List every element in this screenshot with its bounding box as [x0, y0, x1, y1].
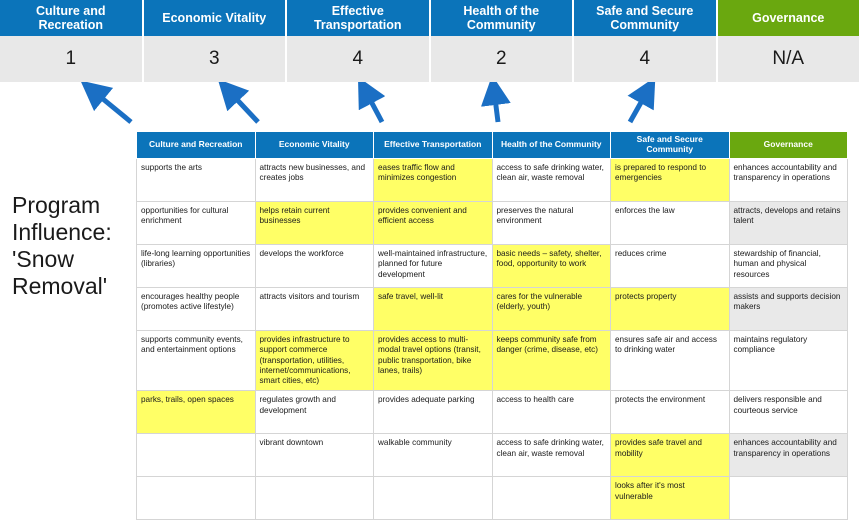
matrix-cell: helps retain current businesses — [255, 202, 374, 245]
matrix-cell: opportunities for cultural enrichment — [137, 202, 256, 245]
matrix-cell: regulates growth and development — [255, 391, 374, 434]
scorecard-header-label: Economic Vitality — [162, 11, 266, 25]
matrix-cell — [137, 477, 256, 520]
matrix-cell: protects the environment — [611, 391, 730, 434]
matrix-cell: eases traffic flow and minimizes congestion — [374, 159, 493, 202]
table-row — [137, 202, 848, 245]
matrix-cell: enhances accountability and transparency in operations — [729, 159, 848, 202]
matrix-cell: maintains regulatory compliance — [729, 331, 848, 391]
caption-line-2: Influence: — [12, 219, 132, 246]
matrix-cell: provides infrastructure to support commerce (transportation, utilities, internet/communications, smart cities, etc) — [255, 331, 374, 391]
arrow-group — [0, 82, 859, 132]
matrix-cell: well-maintained infrastructure, planned for future development — [374, 245, 493, 288]
matrix-cell: keeps community safe from danger (crime, disease, etc) — [492, 331, 611, 391]
scorecard-header-effective-transportation — [287, 0, 431, 36]
score-effective-transportation: 4 — [287, 36, 431, 82]
matrix-cell: cares for the vulnerable (elderly, youth) — [492, 288, 611, 331]
matrix-cell: stewardship of financial, human and physical resources — [729, 245, 848, 288]
matrix-cell: provides safe travel and mobility — [611, 434, 730, 477]
score-governance: N/A — [718, 36, 859, 82]
matrix-cell: vibrant downtown — [255, 434, 374, 477]
matrix-col-effective-transportation: Effective Transportation — [374, 132, 493, 159]
table-row — [137, 288, 848, 331]
program-influence-caption — [12, 192, 132, 301]
matrix-cell: provides adequate parking — [374, 391, 493, 434]
upward-arrow-3 — [365, 90, 382, 122]
matrix-cell: attracts, develops and retains talent — [729, 202, 848, 245]
scorecard-score-row — [0, 36, 859, 82]
matrix-cell: provides access to multi-modal travel options (transit, public transportation, bike lanes, trails) — [374, 331, 493, 391]
table-row — [137, 391, 848, 434]
scorecard-header-governance — [718, 0, 859, 36]
upward-arrow-4 — [494, 90, 498, 122]
upward-arrow-1 — [92, 90, 131, 122]
score-safe-and-secure-community: 4 — [574, 36, 718, 82]
matrix-cell: encourages healthy people (promotes active lifestyle) — [137, 288, 256, 331]
matrix-cell: access to safe drinking water, clean air, waste removal — [492, 159, 611, 202]
scorecard-header-health-of-the-community — [431, 0, 575, 36]
scorecard-header-culture-and-recreation — [0, 0, 144, 36]
matrix-col-governance: Governance — [729, 132, 848, 159]
matrix-body — [137, 159, 848, 520]
matrix-cell: attracts new businesses, and creates jobs — [255, 159, 374, 202]
matrix-col-safe-and-secure-community: Safe and Secure Community — [611, 132, 730, 159]
caption-line-3: 'Snow — [12, 246, 132, 273]
matrix-col-culture-and-recreation: Culture and Recreation — [137, 132, 256, 159]
matrix-cell: walkable community — [374, 434, 493, 477]
matrix-cell — [492, 477, 611, 520]
matrix-cell — [729, 477, 848, 520]
scorecard-header-label: Effective Transportation — [291, 4, 425, 33]
matrix-cell: is prepared to respond to emergencies — [611, 159, 730, 202]
matrix-cell: basic needs – safety, shelter, food, opportunity to work — [492, 245, 611, 288]
caption-line-4: Removal' — [12, 273, 132, 300]
table-row — [137, 477, 848, 520]
matrix-header-row — [137, 132, 848, 159]
matrix-cell: preserves the natural environment — [492, 202, 611, 245]
matrix-cell: protects property — [611, 288, 730, 331]
scorecard-header-label: Health of the Community — [435, 4, 569, 33]
matrix-cell: life-long learning opportunities (libraries) — [137, 245, 256, 288]
scorecard-header-label: Governance — [752, 11, 824, 25]
scorecard-header-economic-vitality — [144, 0, 288, 36]
table-row — [137, 159, 848, 202]
scorecard-header-label: Culture and Recreation — [4, 4, 138, 33]
matrix-cell — [137, 434, 256, 477]
matrix-cell: access to safe drinking water, clean air, waste removal — [492, 434, 611, 477]
matrix-cell: ensures safe air and access to drinking water — [611, 331, 730, 391]
scorecard-header-label: Safe and Secure Community — [578, 4, 712, 33]
table-row — [137, 331, 848, 391]
matrix-cell: enhances accountability and transparency in operations — [729, 434, 848, 477]
matrix-cell: provides convenient and efficient access — [374, 202, 493, 245]
table-row — [137, 245, 848, 288]
matrix-cell: supports the arts — [137, 159, 256, 202]
score-economic-vitality: 3 — [144, 36, 288, 82]
matrix-col-health-of-the-community: Health of the Community — [492, 132, 611, 159]
influence-matrix — [136, 131, 848, 520]
strategic-priorities-scorecard — [0, 0, 859, 82]
matrix-cell: reduces crime — [611, 245, 730, 288]
matrix-cell — [374, 477, 493, 520]
upward-arrow-5 — [630, 90, 648, 122]
score-health-of-the-community: 2 — [431, 36, 575, 82]
matrix-cell: assists and supports decision makers — [729, 288, 848, 331]
matrix-cell: attracts visitors and tourism — [255, 288, 374, 331]
matrix-cell: access to health care — [492, 391, 611, 434]
scorecard-header-row — [0, 0, 859, 36]
table-row — [137, 434, 848, 477]
matrix-cell: safe travel, well-lit — [374, 288, 493, 331]
caption-line-1: Program — [12, 192, 132, 219]
score-culture-and-recreation: 1 — [0, 36, 144, 82]
upward-arrow-2 — [228, 90, 258, 122]
matrix-cell: delivers responsible and courteous service — [729, 391, 848, 434]
matrix-cell: enforces the law — [611, 202, 730, 245]
scorecard-header-safe-and-secure-community — [574, 0, 718, 36]
matrix-cell: looks after it's most vulnerable — [611, 477, 730, 520]
matrix-col-economic-vitality: Economic Vitality — [255, 132, 374, 159]
matrix-cell: develops the workforce — [255, 245, 374, 288]
matrix-cell: parks, trails, open spaces — [137, 391, 256, 434]
matrix-cell: supports community events, and entertainment options — [137, 331, 256, 391]
matrix-cell — [255, 477, 374, 520]
